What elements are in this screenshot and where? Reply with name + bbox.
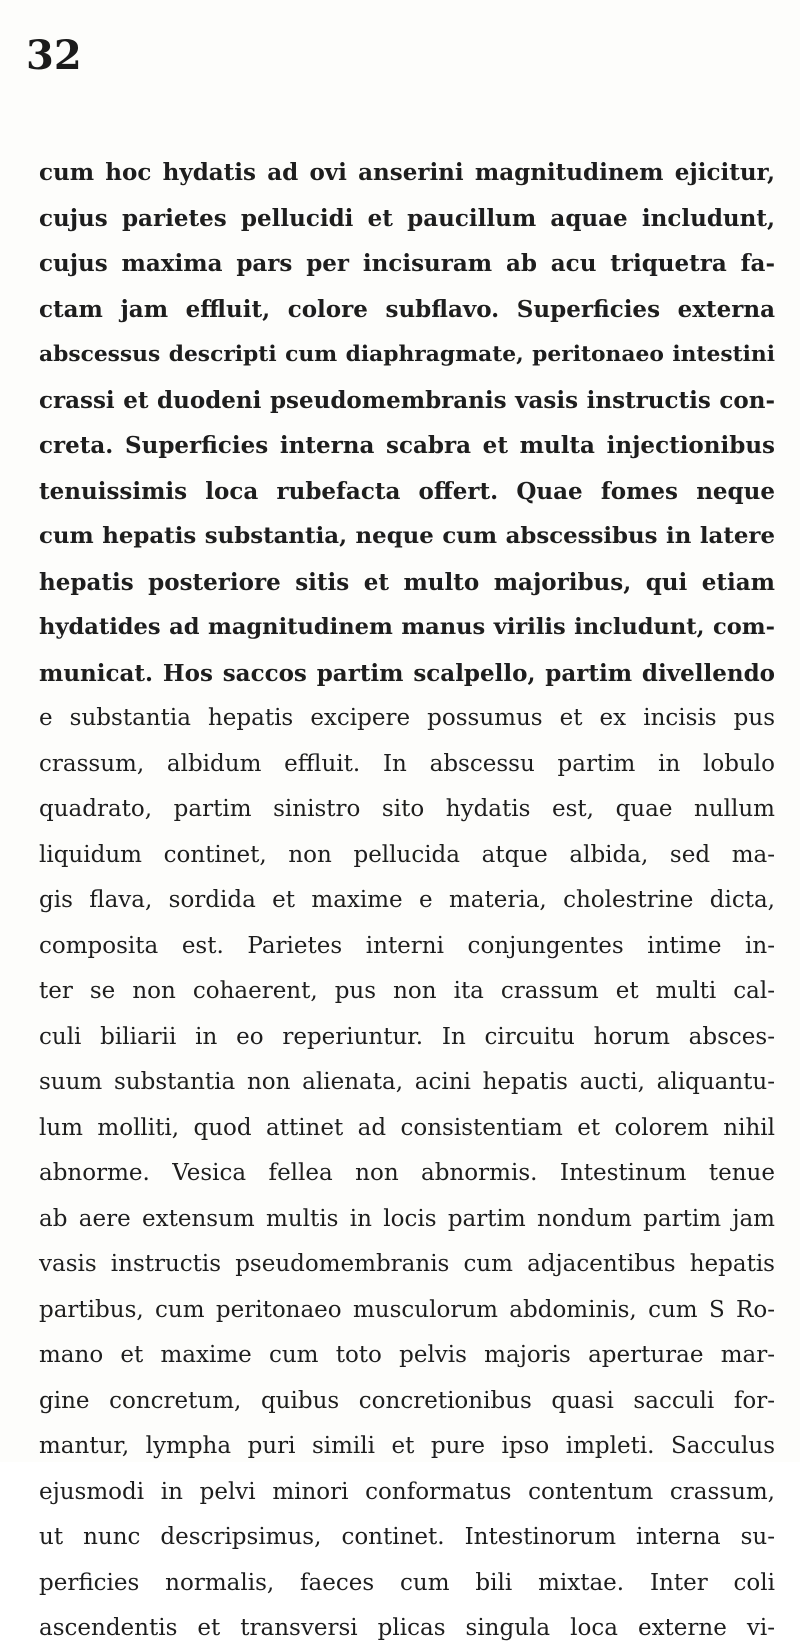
text-line: gine concretum, quibus concretionibus quasi sacculi for- — [39, 1387, 775, 1414]
text-line: culi biliarii in eo reperiuntur. In circuitu horum absces- — [39, 1023, 775, 1050]
text-line: cujus maxima pars per incisuram ab acu triquetra fa- — [39, 250, 775, 277]
text-line: mantur, lympha puri simili et pure ipso impleti. Sacculus — [39, 1433, 775, 1459]
text-line: cum hepatis substantia, neque cum abscessibus in latere — [39, 523, 775, 549]
text-line: ut nunc descripsimus, continet. Intestinorum interna su- — [39, 1524, 775, 1550]
text-line: abscessus descripti cum diaphragmate, peritonaeo intestini — [39, 342, 775, 367]
text-line: ejusmodi in pelvi minori conformatus contentum crassum, — [39, 1478, 775, 1505]
text-line: municat. Hos saccos partim scalpello, partim divellendo — [39, 659, 775, 687]
text-line: partibus, cum peritonaeo musculorum abdominis, cum S Ro- — [39, 1296, 775, 1323]
text-line: perficies normalis, faeces cum bili mixtae. Inter coli — [39, 1569, 775, 1596]
text-line: composita est. Parietes interni conjungentes intime in- — [39, 932, 775, 959]
text-line: abnorme. Vesica fellea non abnormis. Intestinum tenue — [39, 1160, 775, 1186]
text-line: creta. Superficies interna scabra et multa injectionibus — [39, 432, 775, 459]
page-number: 32 — [26, 32, 82, 79]
text-line: quadrato, partim sinistro sito hydatis est, quae nullum — [39, 796, 775, 822]
text-line: crassum, albidum effluit. In abscessu partim in lobulo — [39, 750, 775, 777]
text-line: mano et maxime cum toto pelvis majoris aperturae mar- — [39, 1342, 775, 1368]
text-line: ter se non cohaerent, pus non ita crassum et multi cal- — [39, 978, 775, 1004]
text-line: cum hoc hydatis ad ovi anserini magnitudinem ejicitur, — [39, 159, 775, 186]
text-line: crassi et duodeni pseudomembranis vasis instructis con- — [39, 386, 775, 414]
text-line: suum substantia non alienata, acini hepatis aucti, aliquantu- — [39, 1069, 775, 1095]
text-line: cujus parietes pellucidi et paucillum aquae includunt, — [39, 204, 775, 232]
text-line: liquidum continet, non pellucida atque albida, sed ma- — [39, 841, 775, 868]
body-text — [39, 150, 775, 1652]
text-line: ab aere extensum multis in locis partim nondum partim jam — [39, 1205, 775, 1232]
text-line: ctam jam effluit, colore subflavo. Superficies externa — [39, 295, 775, 323]
text-line: hydatides ad magnitudinem manus virilis includunt, com- — [39, 614, 775, 640]
text-line: lum molliti, quod attinet ad consistentiam et colorem nihil — [39, 1114, 775, 1141]
text-line: gis flava, sordida et maxime e materia, cholestrine dicta, — [39, 887, 775, 913]
text-line: tenuissimis loca rubefacta offert. Quae fomes neque — [39, 477, 775, 505]
text-line: e substantia hepatis excipere possumus et ex incisis pus — [39, 705, 775, 731]
text-line: vasis instructis pseudomembranis cum adjacentibus hepatis — [39, 1251, 775, 1277]
text-line: hepatis posteriore sitis et multo majoribus, qui etiam — [39, 568, 775, 596]
text-line: ascendentis et transversi plicas singula loca externe vi- — [39, 1615, 775, 1641]
